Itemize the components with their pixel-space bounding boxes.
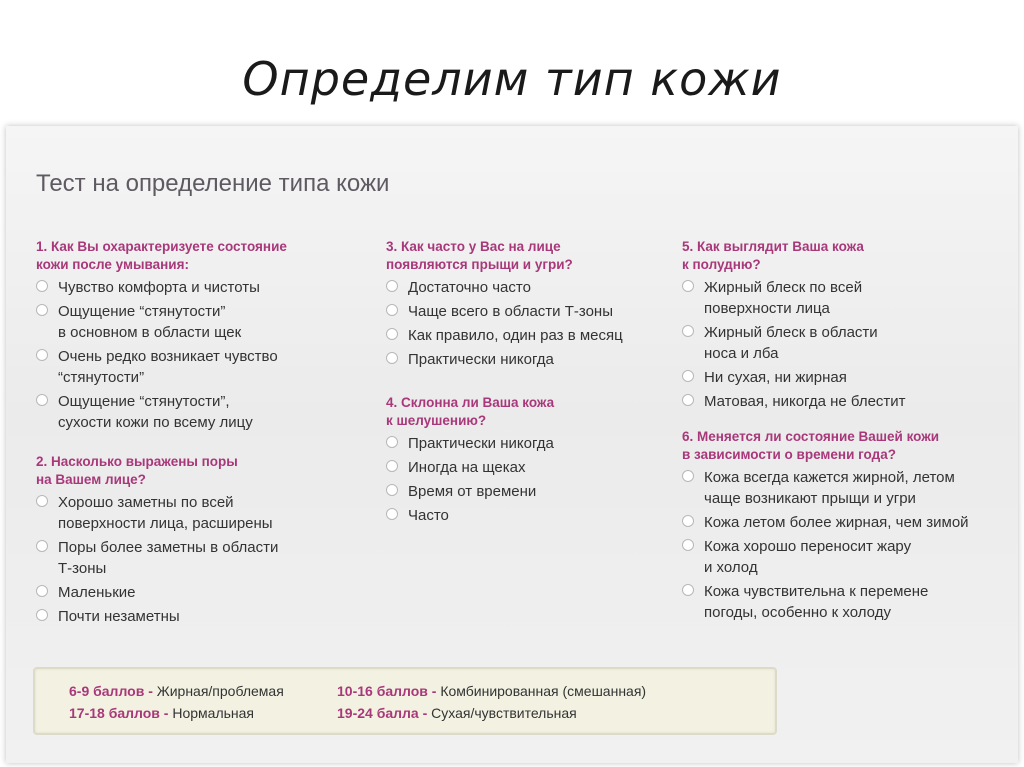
radio-button[interactable] (386, 436, 398, 448)
answer-option[interactable] (682, 581, 1012, 623)
answer-label: Часто (408, 507, 449, 524)
answer-label: Ни сухая, ни жирная (704, 369, 847, 386)
answer-label: Очень редко возникает чувство “стянутости” (58, 348, 278, 386)
answer-label: Кожа хорошо переносит жару и холод (704, 538, 912, 576)
answer-label: Кожа летом более жирная, чем зимой (704, 514, 969, 531)
answer-option[interactable] (386, 433, 686, 454)
answer-option[interactable] (682, 277, 1012, 319)
answer-label: Время от времени (408, 483, 537, 500)
answer-option[interactable] (36, 606, 356, 627)
score-separator: - (427, 683, 441, 699)
question-6 (682, 428, 1012, 623)
question-1 (36, 238, 356, 433)
radio-button[interactable] (682, 325, 694, 337)
score-range: 19-24 балла (337, 705, 419, 721)
answer-option[interactable] (36, 277, 356, 298)
answer-option[interactable] (682, 536, 1012, 578)
answer-label: Кожа чувствительна к перемене погоды, особенно к холоду (704, 583, 929, 621)
question-label: 2. Насколько выражены поры на Вашем лице? (36, 454, 238, 487)
answer-option[interactable] (36, 537, 356, 579)
question-column-3 (682, 238, 1012, 633)
radio-button[interactable] (682, 280, 694, 292)
answer-option[interactable] (682, 322, 1012, 364)
answer-label: Хорошо заметны по всей поверхности лица, расширены (58, 494, 273, 532)
question-label: 6. Меняется ли состояние Вашей кожи в зависимости о времени года? (682, 429, 940, 462)
radio-button[interactable] (36, 280, 48, 292)
score-result: Комбинированная (смешанная) (440, 683, 647, 699)
question-label: 3. Как часто у Вас на лице появляются прыщи и угри? (386, 239, 573, 272)
score-entry (69, 705, 254, 721)
answer-option[interactable] (386, 277, 686, 298)
radio-button[interactable] (386, 352, 398, 364)
score-entry (69, 683, 284, 699)
score-entry (337, 683, 646, 699)
radio-button[interactable] (386, 328, 398, 340)
test-panel (6, 126, 1018, 763)
test-heading: Тест на определение типа кожи (36, 170, 390, 197)
answer-option[interactable] (386, 325, 686, 346)
score-result: Жирная/проблемая (156, 683, 284, 699)
question-label: 5. Как выглядит Ваша кожа к полудню? (682, 239, 864, 272)
score-range: 10-16 баллов (337, 683, 428, 699)
answer-label: Жирный блеск в области носа и лба (704, 324, 878, 362)
radio-button[interactable] (682, 515, 694, 527)
radio-button[interactable] (386, 508, 398, 520)
radio-button[interactable] (682, 470, 694, 482)
radio-button[interactable] (682, 394, 694, 406)
answer-option[interactable] (36, 346, 356, 388)
answer-option[interactable] (36, 301, 356, 343)
answer-option[interactable] (682, 391, 1012, 412)
radio-button[interactable] (682, 539, 694, 551)
answer-option[interactable] (36, 391, 356, 433)
question-4 (386, 394, 686, 526)
answer-option[interactable] (386, 301, 686, 322)
answer-label: Ощущение “стянутости”, сухости кожи по всему лицу (58, 393, 253, 431)
score-separator: - (159, 705, 173, 721)
score-result: Нормальная (172, 705, 254, 721)
question-3 (386, 238, 686, 370)
radio-button[interactable] (386, 304, 398, 316)
score-legend (33, 667, 777, 735)
answer-label: Иногда на щеках (408, 459, 526, 476)
question-5 (682, 238, 1012, 412)
score-entry (337, 705, 577, 721)
question-label: 1. Как Вы охарактеризуете состояние кожи после умывания: (36, 239, 287, 272)
question-column-1 (36, 238, 356, 637)
answer-option[interactable] (682, 367, 1012, 388)
answer-label: Достаточно часто (408, 279, 531, 296)
answer-label: Ощущение “стянутости” в основном в области щек (58, 303, 242, 341)
answer-label: Кожа всегда кажется жирной, летом чаще возникают прыщи и угри (704, 469, 955, 507)
radio-button[interactable] (36, 540, 48, 552)
answer-option[interactable] (386, 457, 686, 478)
radio-button[interactable] (386, 460, 398, 472)
answer-label: Чувство комфорта и чистоты (58, 279, 260, 296)
question-2 (36, 453, 356, 627)
answer-label: Поры более заметны в области Т-зоны (58, 539, 279, 577)
radio-button[interactable] (36, 609, 48, 621)
answer-option[interactable] (386, 481, 686, 502)
radio-button[interactable] (36, 394, 48, 406)
score-result: Сухая/чувствительная (431, 705, 577, 721)
slide-title: Определим тип кожи (242, 52, 782, 106)
radio-button[interactable] (682, 370, 694, 382)
radio-button[interactable] (36, 585, 48, 597)
question-column-2 (386, 238, 686, 536)
radio-button[interactable] (36, 304, 48, 316)
answer-label: Матовая, никогда не блестит (704, 393, 906, 410)
score-separator: - (418, 705, 432, 721)
radio-button[interactable] (36, 495, 48, 507)
score-range: 6-9 баллов (69, 683, 145, 699)
radio-button[interactable] (36, 349, 48, 361)
answer-label: Практически никогда (408, 351, 554, 368)
answer-option[interactable] (386, 349, 686, 370)
answer-option[interactable] (682, 512, 1012, 533)
answer-label: Почти незаметны (58, 608, 180, 625)
score-separator: - (144, 683, 157, 699)
answer-label: Маленькие (58, 584, 136, 601)
score-range: 17-18 баллов (69, 705, 160, 721)
radio-button[interactable] (386, 484, 398, 496)
answer-label: Как правило, один раз в месяц (408, 327, 623, 344)
answer-label: Чаще всего в области Т-зоны (408, 303, 613, 320)
radio-button[interactable] (682, 584, 694, 596)
answer-label: Практически никогда (408, 435, 554, 452)
answer-option[interactable] (386, 505, 686, 526)
answer-label: Жирный блеск по всей поверхности лица (704, 279, 863, 317)
radio-button[interactable] (386, 280, 398, 292)
answer-option[interactable] (36, 492, 356, 534)
question-label: 4. Склонна ли Ваша кожа к шелушению? (386, 395, 555, 428)
answer-option[interactable] (36, 582, 356, 603)
answer-option[interactable] (682, 467, 1012, 509)
